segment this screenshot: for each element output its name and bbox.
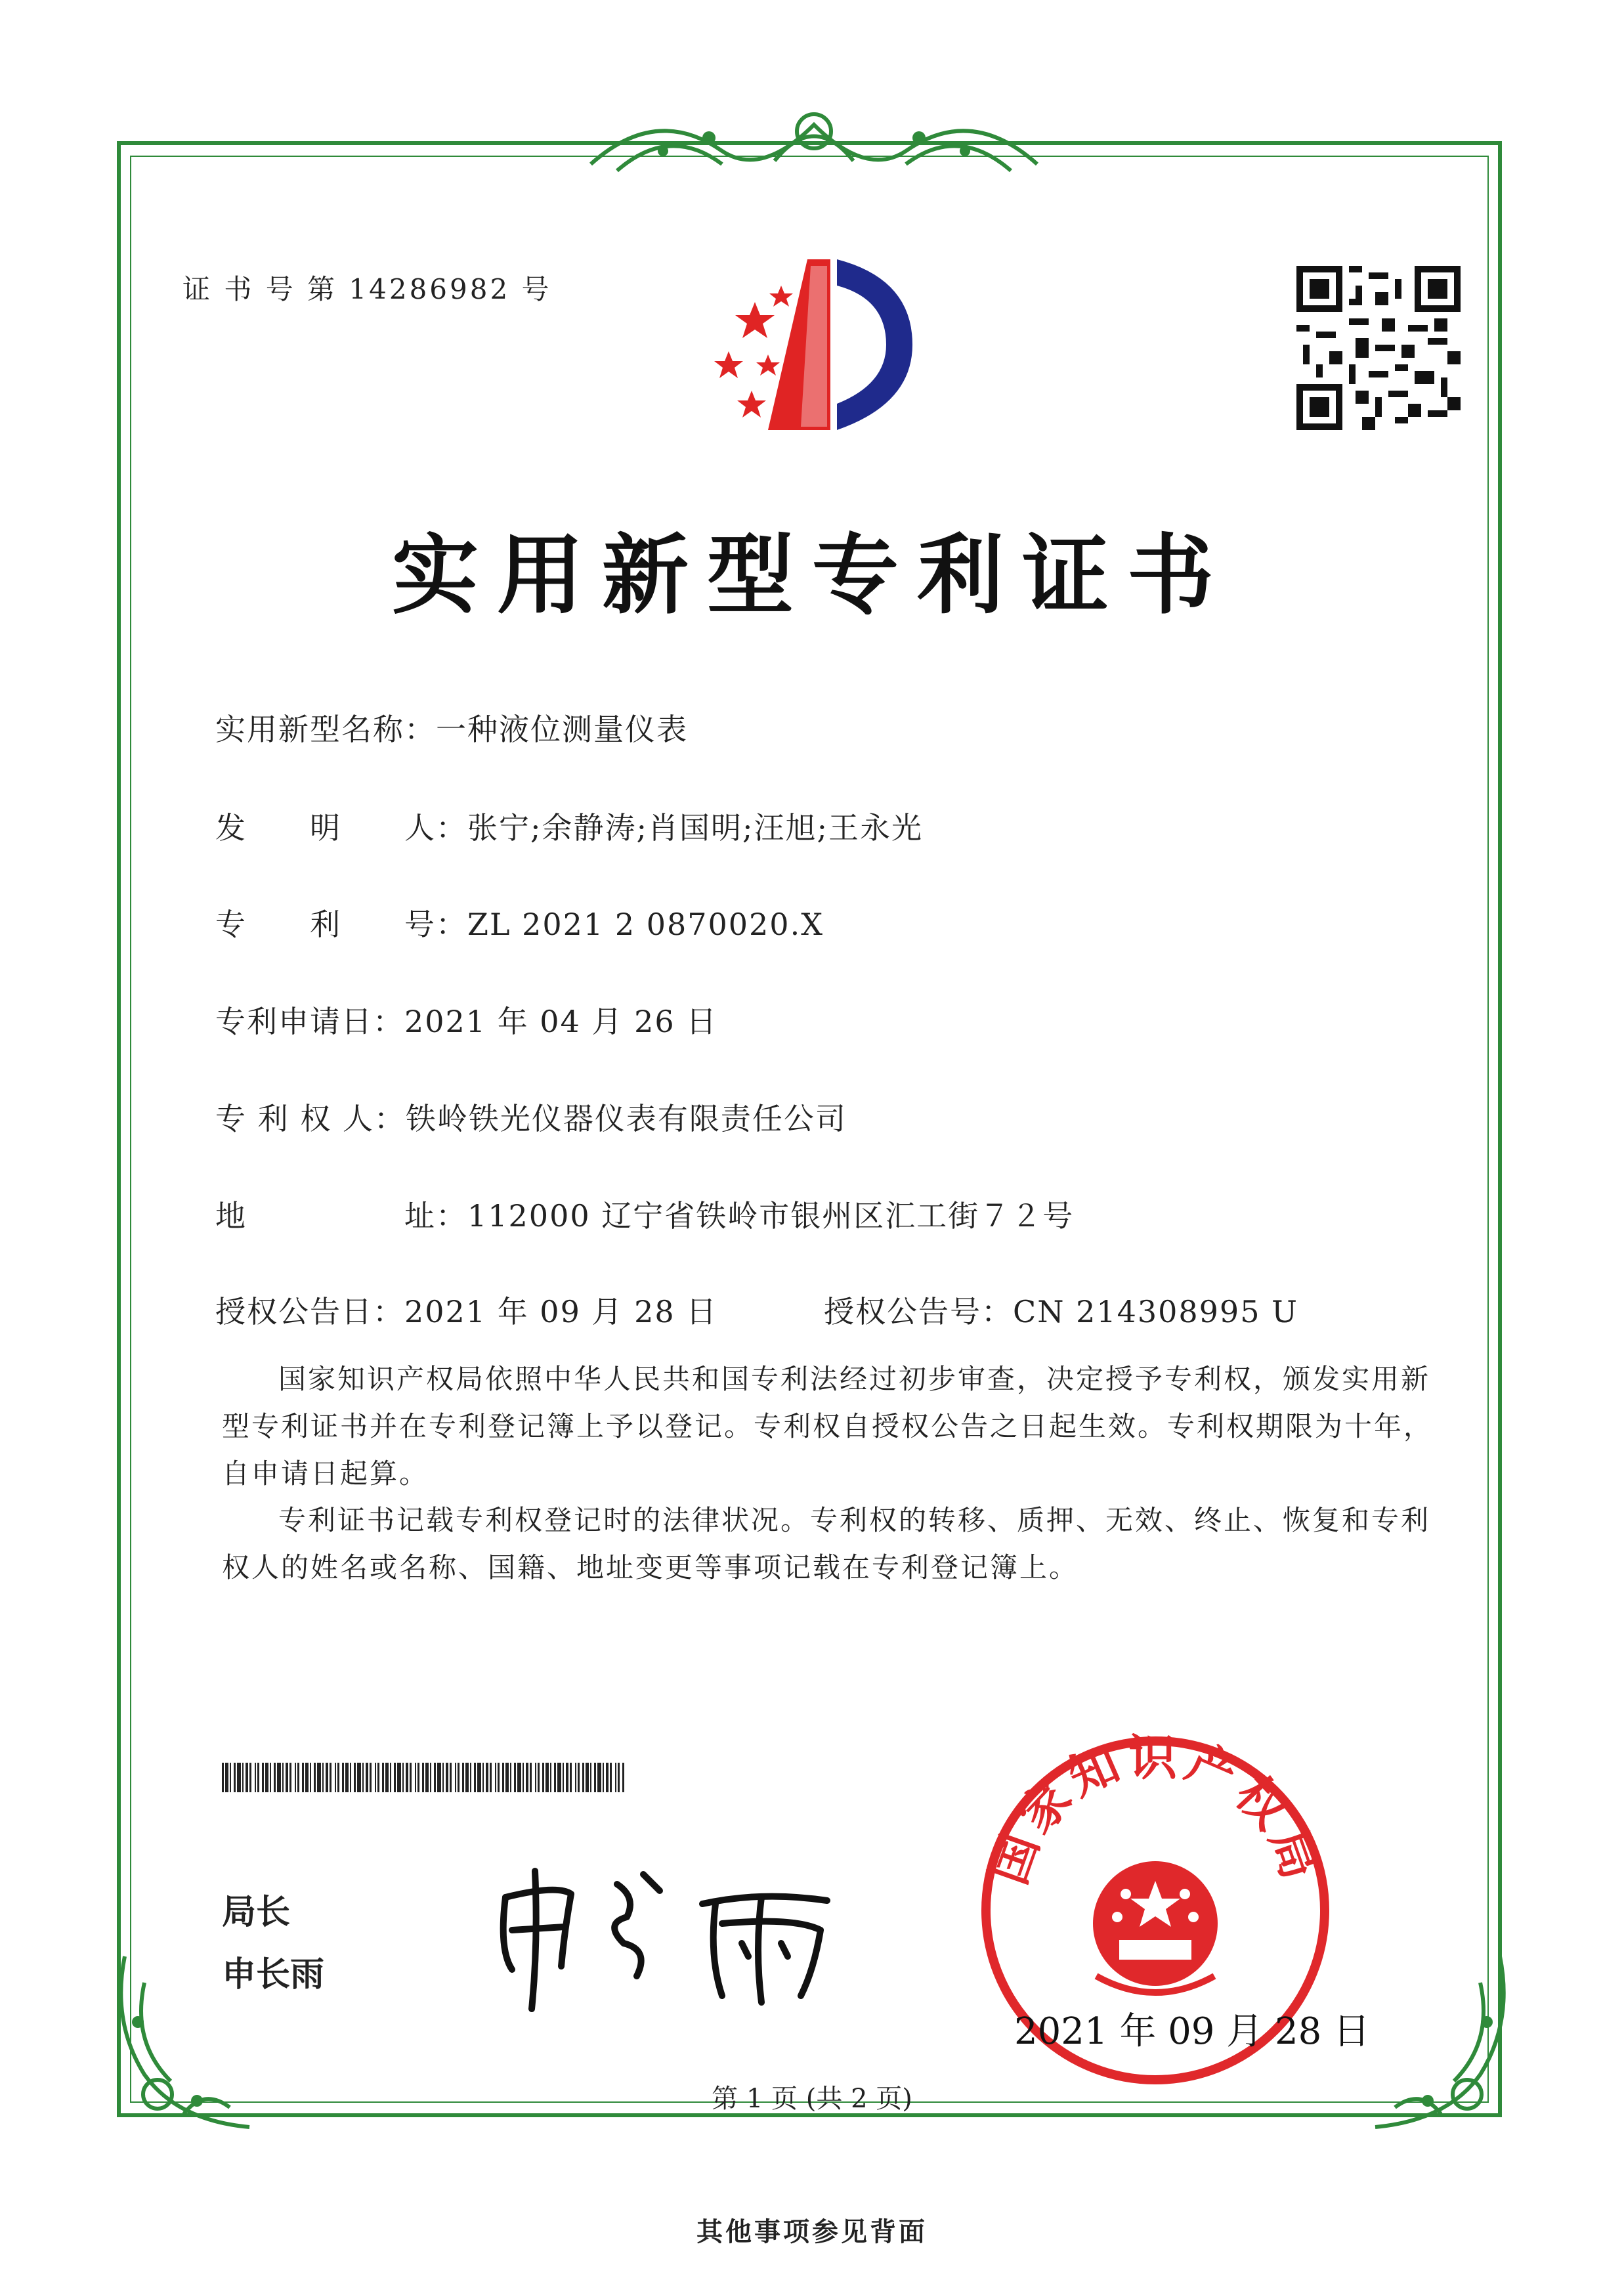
seal-date: 2021 年 09 月 28 日	[1014, 2010, 1371, 2053]
field-grant-date-label: 授权公告日：	[215, 1294, 404, 1329]
field-filing-date	[215, 998, 717, 1041]
field-inventor	[215, 804, 923, 848]
field-inventor-value: 张宁;余静涛;肖国明;汪旭;王永光	[467, 810, 923, 846]
field-address	[215, 1192, 1074, 1236]
top-ornament-icon	[578, 98, 1050, 184]
field-grant-number	[824, 1288, 1298, 1331]
certificate-number: 证 书 号 第 14286982 号	[182, 273, 552, 305]
qr-code-icon	[1296, 266, 1461, 430]
field-patent-number	[215, 901, 824, 944]
signatory-role: 局长	[222, 1893, 291, 1932]
field-grant-date	[215, 1288, 717, 1331]
barcode-icon	[222, 1763, 629, 1792]
field-address-label: 地 址：	[215, 1198, 467, 1234]
certificate-title: 实用新型专利证书	[392, 525, 1232, 626]
field-filing-date-value: 2021 年 04 月 26 日	[404, 1004, 718, 1039]
field-holder-value: 铁岭铁光仪器仪表有限责任公司	[405, 1101, 847, 1136]
field-holder	[215, 1095, 847, 1138]
field-name-value: 一种液位测量仪表	[436, 712, 688, 747]
field-name-label: 实用新型名称：	[215, 712, 436, 747]
field-patent-number-value: ZL 2021 2 0870020.X	[467, 907, 824, 942]
field-inventor-label: 发 明 人：	[215, 810, 467, 846]
field-patent-number-label: 专 利 号：	[215, 907, 467, 942]
field-grant-number-value: CN 214308995 U	[1013, 1294, 1298, 1329]
field-holder-label: 专 利 权 人：	[215, 1101, 406, 1136]
seal-text: 国家知识产权局	[980, 1729, 1331, 1891]
statement-paragraph-1: 国家知识产权局依照中华人民共和国专利法经过初步审查，决定授予专利权，颁发实用新型专利证书并在专利登记簿上予以登记。专利权自授权公告之日起生效。专利权期限为十年，自申请日起算。	[222, 1363, 1434, 1490]
handwritten-signature-icon	[486, 1845, 853, 2015]
field-filing-date-label: 专利申请日：	[215, 1004, 404, 1039]
field-name	[215, 706, 688, 749]
page-indicator: 第 1 页 (共 2 页)	[712, 2084, 912, 2114]
cnipa-emblem-icon	[689, 253, 952, 450]
field-grant-number-label: 授权公告号：	[824, 1294, 1013, 1329]
signatory-name: 申长雨	[222, 1955, 325, 1994]
field-address-value: 112000 辽宁省铁岭市银州区汇工街７２号	[467, 1198, 1075, 1234]
field-grant-date-value: 2021 年 09 月 28 日	[404, 1294, 718, 1329]
footer-note: 其他事项参见背面	[696, 2216, 928, 2247]
statement-paragraph-2: 专利证书记载专利权登记时的法律状况。专利权的转移、质押、无效、终止、恢复和专利权人的姓名或名称、国籍、地址变更等事项记载在专利登记簿上。	[222, 1504, 1431, 1583]
